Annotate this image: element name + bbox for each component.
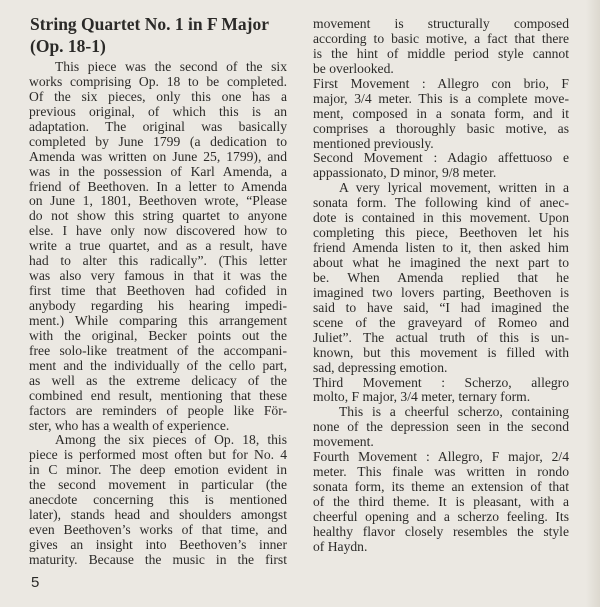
text-line: anybody regarding his hearing impedi- — [29, 298, 287, 313]
text-line: of Haydn. — [313, 538, 368, 554]
text-line: Among the six pieces of Op. 18, this — [55, 432, 287, 448]
text-line: ster, who has a wealth of experience. — [29, 417, 230, 433]
text-line: was also very famous in that it was the — [29, 268, 287, 284]
text-line: molto, F major, 3/4 meter, ternary form. — [313, 389, 531, 405]
text-line: factors are reminders of people like För- — [29, 402, 287, 418]
text-line: works comprising Op. 18 to be completed. — [29, 73, 287, 89]
text-line: completed by June 1799 (a dedication to — [29, 133, 287, 149]
text-line: known, but this movement is filled with — [313, 344, 569, 360]
text-line: none of the depression seen in the second — [313, 419, 569, 435]
text-line: said to have said, “I had imagined the — [313, 299, 569, 315]
text-line: piece is performed most often but for No. 4 — [29, 447, 287, 463]
text-line: comprises a thoroughly basic motive, as — [313, 120, 569, 136]
text-line: ment and the individually of the cello part, — [29, 357, 287, 373]
text-line: appassionato, D minor, 9/8 meter. — [313, 165, 497, 181]
left-column — [29, 60, 287, 568]
text-line: ment.) While comparing this arrangement — [29, 312, 287, 328]
text-line: anecdote concerning this is mentioned — [29, 492, 287, 508]
text-line: First Movement : Allegro con brio, F — [313, 75, 569, 91]
text-line: on June 1, 1801, Beethoven wrote, “Please — [29, 193, 287, 209]
text-line: cheerful opening and a scherzo feeling. Its — [313, 508, 569, 524]
text-line: scene of the graveyard of Romeo and — [313, 314, 569, 330]
text-line: in C minor. The deep emotion evident in — [29, 462, 287, 478]
text-line: Fourth Movement : Allegro, F major, 2/4 — [313, 449, 569, 465]
text-line: Of the six pieces, only this one has a — [29, 88, 287, 104]
text-line: of the third theme. It is pleasant, with a — [313, 494, 569, 509]
text-line: else. I have only now discovered how to — [29, 223, 287, 239]
text-line: dote is contained in this movement. Upon — [313, 210, 569, 226]
text-line: was in the possession of Karl Amenda, a — [29, 163, 287, 179]
text-line: Juliet”. The actual truth of this is un- — [313, 329, 569, 345]
text-line: do not show this string quartet to anyone — [29, 208, 287, 224]
text-line: imagined two lovers parting, Beethoven is — [313, 284, 569, 300]
text-line: Third Movement : Scherzo, allegro — [313, 374, 569, 390]
text-line: Second Movement : Adagio affettuoso e — [313, 150, 569, 166]
title-line: (Op. 18-1) — [30, 36, 106, 56]
text-line: about what he imagined the next part to — [313, 255, 569, 270]
text-line: even Beethoven’s works of that time, and — [29, 522, 287, 538]
text-line: This is a cheerful scherzo, containing — [339, 404, 569, 420]
page-number: 5 — [31, 574, 40, 591]
text-line: be overlooked. — [313, 60, 394, 76]
text-line: Amenda was written on June 25, 1799), and — [29, 148, 287, 164]
text-line: as well as the extreme delicacy of the — [29, 372, 287, 388]
text-line: later), stands head and shoulders amongst — [29, 507, 287, 523]
text-line: A very lyrical movement, written in a — [339, 180, 569, 196]
text-line: This piece was the second of the six — [55, 59, 287, 74]
right-column — [313, 17, 569, 555]
text-line: first time that Beethoven had cofided in — [29, 283, 287, 299]
text-line: write a true quartet, and as a result, have — [29, 238, 287, 254]
text-line: gives an insight into Beethoven’s inner — [29, 537, 287, 552]
text-line: is the hint of middle period style cannot — [313, 45, 569, 61]
text-line: be. When Amenda replied that he — [313, 269, 569, 285]
text-line: adaptation. The original was basically — [29, 118, 287, 134]
title-line: String Quartet No. 1 in F Major — [30, 14, 269, 34]
text-line: free solo-like treatment of the accompani- — [29, 342, 287, 358]
text-line: movement is structurally composed — [313, 16, 569, 31]
text-line: healthy flavor closely resembles the style — [313, 523, 569, 539]
text-line: meter. This finale was written in rondo — [313, 464, 569, 480]
text-line: sonata form. The following kind of anec- — [313, 195, 569, 211]
text-line: major, 3/4 meter. This is a complete move- — [313, 90, 569, 106]
text-line: the second movement in particular (the — [29, 477, 287, 493]
text-line: ment, composed in a sonata form, and it — [313, 105, 569, 121]
text-line: combined end result, mentioning that these — [29, 387, 287, 403]
text-line: maturity. Because the music in the first — [29, 551, 287, 567]
text-line: friend of Beethoven. In a letter to Amenda — [29, 178, 287, 194]
text-line: with the original, Becker points out the — [29, 327, 287, 343]
text-line: movement. — [313, 434, 374, 450]
text-line: according to basic motive, a fact that there — [313, 30, 569, 46]
text-line: completing this piece, Beethoven let his — [313, 225, 569, 241]
page-title — [30, 13, 292, 57]
page-edge-shadow — [586, 0, 600, 607]
text-line: sad, depressing emotion. — [313, 359, 448, 375]
text-line: previous original, of which this is an — [29, 103, 287, 119]
text-line: mentioned previously. — [313, 135, 434, 151]
text-line: had to alter this radically”. (This letter — [29, 253, 287, 269]
text-line: friend Amenda listen to it, then asked him — [313, 240, 569, 256]
text-line: sonata form, its theme an extension of that — [313, 479, 569, 495]
